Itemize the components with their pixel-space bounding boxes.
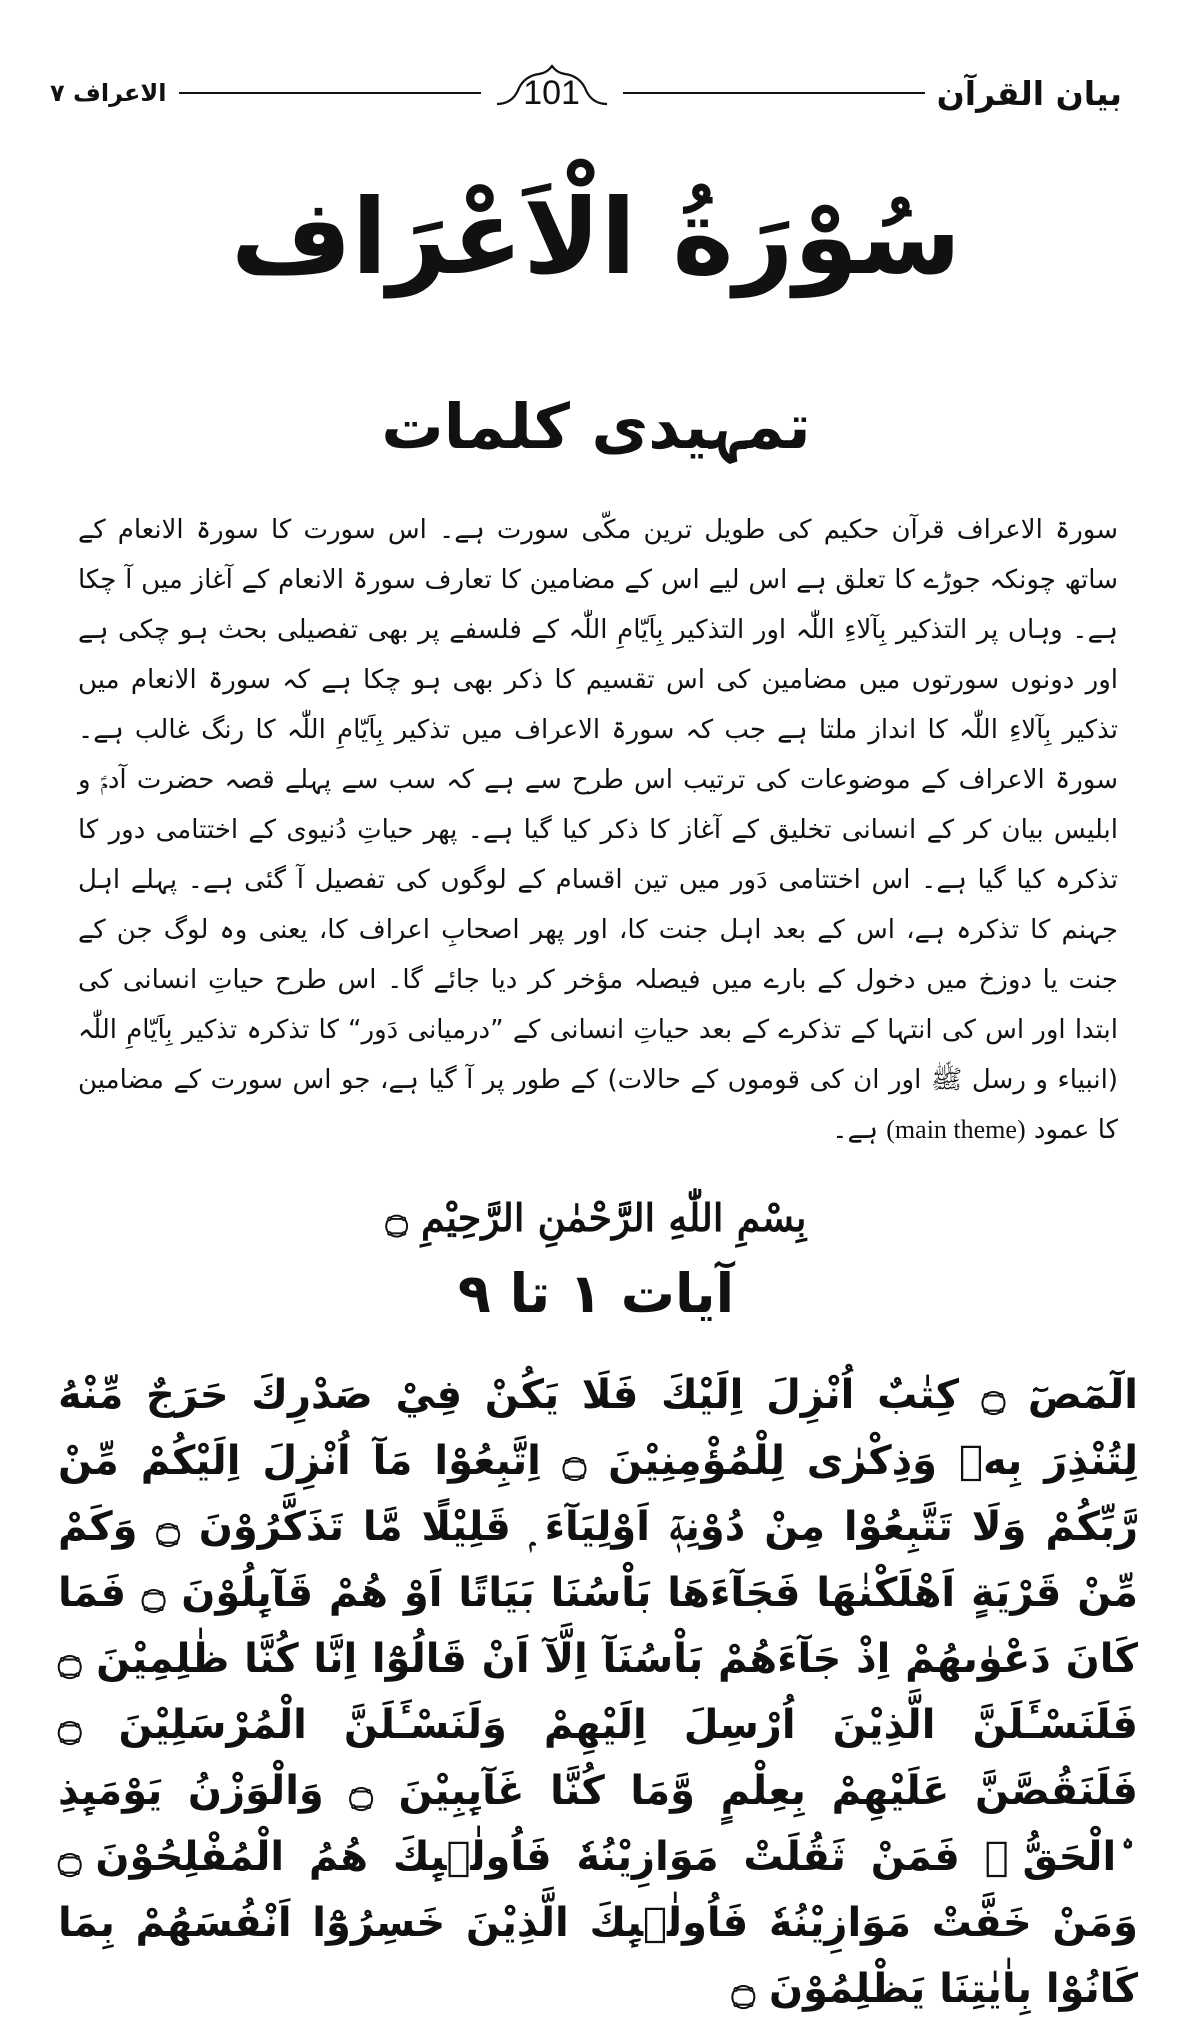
intro-heading: تمہیدی کلمات [381,390,811,463]
intro-paragraph [78,505,1118,1155]
quran-verses: الٓمٓصٓ ۝ كِتٰبٌ اُنْزِلَ اِلَيْكَ فَلَا يَكُنْ فِيْ صَدْرِكَ حَرَجٌ مِّنْهُ لِتُنْذِرَ بِهٖ وَذِكْرٰى لِلْمُؤْمِنِيْنَ ۝ اِتَّبِعُوْا مَآ اُنْزِلَ اِلَيْكُمْ مِّنْ رَّبِّكُمْ وَلَا تَتَّبِعُوْا مِنْ دُوْنِهٖٓ اَوْلِيَآءَ ۭ قَلِيْلًا مَّا تَذَكَّرُوْنَ ۝ وَكَمْ مِّنْ قَرْيَةٍ اَهْلَكْنٰهَا فَجَآءَهَا بَاْسُنَا بَيَاتًا اَوْ هُمْ قَآىِٕلُوْنَ ۝ فَمَا كَانَ دَعْوٰىهُمْ اِذْ جَآءَهُمْ بَاْسُنَآ اِلَّآ اَنْ قَالُوْٓا اِنَّا كُنَّا ظٰلِمِيْنَ ۝ فَلَنَسْـَٔلَنَّ الَّذِيْنَ اُرْسِلَ اِلَيْهِمْ وَلَنَسْـَٔلَنَّ الْمُرْسَلِيْنَ ۝ فَلَنَقُصَّنَّ عَلَيْهِمْ بِعِلْمٍ وَّمَا كُنَّا غَآىِٕبِيْنَ ۝ وَالْوَزْنُ يَوْمَىِٕذِ ۨالْحَقُّ ۚ فَمَنْ ثَقُلَتْ مَوَازِيْنُهٗ فَاُولٰۗىِٕكَ هُمُ الْمُفْلِحُوْنَ ۝ وَمَنْ خَفَّتْ مَوَازِيْنُهٗ فَاُولٰۗىِٕكَ الَّذِيْنَ خَسِرُوْٓا اَنْفُسَهُمْ بِمَا كَانُوْا بِاٰيٰتِنَا يَظْلِمُوْنَ ۝ [58,1372,1139,2012]
header-surah-ref: الاعراف ۷ [49,79,167,107]
quran-text-block [58,1362,1138,2022]
intro-main-theme-english: (main theme) [886,1115,1026,1144]
intro-text [78,505,1118,1155]
page-number: 101 [523,73,580,112]
running-header [50,58,1122,128]
surah-title: سُوْرَةُ الْاَعْرَاف [230,176,962,298]
intro-text-main: سورۃ الاعراف قرآن حکیم کی طویل ترین مکّی سورت ہے۔ اس سورت کا سورۃ الانعام کے ساتھ چونکہ جوڑے کا تعلق ہے اس لیے اس کے مضامین کا تعارف سورۃ الانعام کے آغاز میں آ چکا ہے۔ وہاں پر التذکیر بِآلاءِ اللّٰہ اور التذکیر بِاَیّامِ اللّٰہ کے فلسفے پر بھی تفصیلی بحث ہو چکی ہے اور دونوں سورتوں میں مضامین کی اس تقسیم کا ذکر بھی ہو چکا ہے کہ سورۃ الانعام میں تذکیر بِآلاءِ اللّٰہ کا انداز ملتا ہے جب کہ سورۃ الاعراف میں تذکیر بِاَیّامِ اللّٰہ کا رنگ غالب ہے۔ سورۃ الاعراف کے موضوعات کی ترتیب اس طرح سے ہے کہ سب سے پہلے قصہ حضرت آدمؑ و ابلیس بیان کر کے انسانی تخلیق کے آغاز کا ذکر کیا گیا ہے۔ پھر حیاتِ دُنیوی کے اختتامی دور کا تذکرہ کیا گیا ہے۔ اس اختتامی دَور میں تین اقسام کے لوگوں کی تفصیل آ گئی ہے۔ پہلے اہل جہنم کا تذکرہ ہے، اس کے بعد اہل جنت کا، اور پھر اصحابِ اعراف کا، یعنی وہ لوگ جن کے جنت یا دوزخ میں دخول کے بارے میں فیصلہ مؤخر کر دیا جائے گا۔ اس طرح حیاتِ انسانی کی ابتدا اور اس کی انتہا کے تذکرے کے بعد حیاتِ انسانی کے ”درمیانی دَور“ کا تذکرہ تذکیر بِاَیّامِ اللّٰہ (انبیاء و رسل ﷺ اور ان کی قوموں کے حالات) کے طور پر آ گیا ہے، جو اس سورت کے مضامین کا عمود [78,515,1118,1145]
basmala: بِسْمِ اللّٰهِ الرَّحْمٰنِ الرَّحِيْمِ ۝ [385,1195,807,1240]
intro-text-end: ہے۔ [832,1115,878,1145]
page-number-badge [493,64,611,122]
ayat-range-heading: آیات ۱ تا ۹ [457,1262,735,1325]
header-rule-right [623,92,925,94]
book-title: بیان القرآن [936,73,1122,113]
header-rule-left [179,92,481,94]
